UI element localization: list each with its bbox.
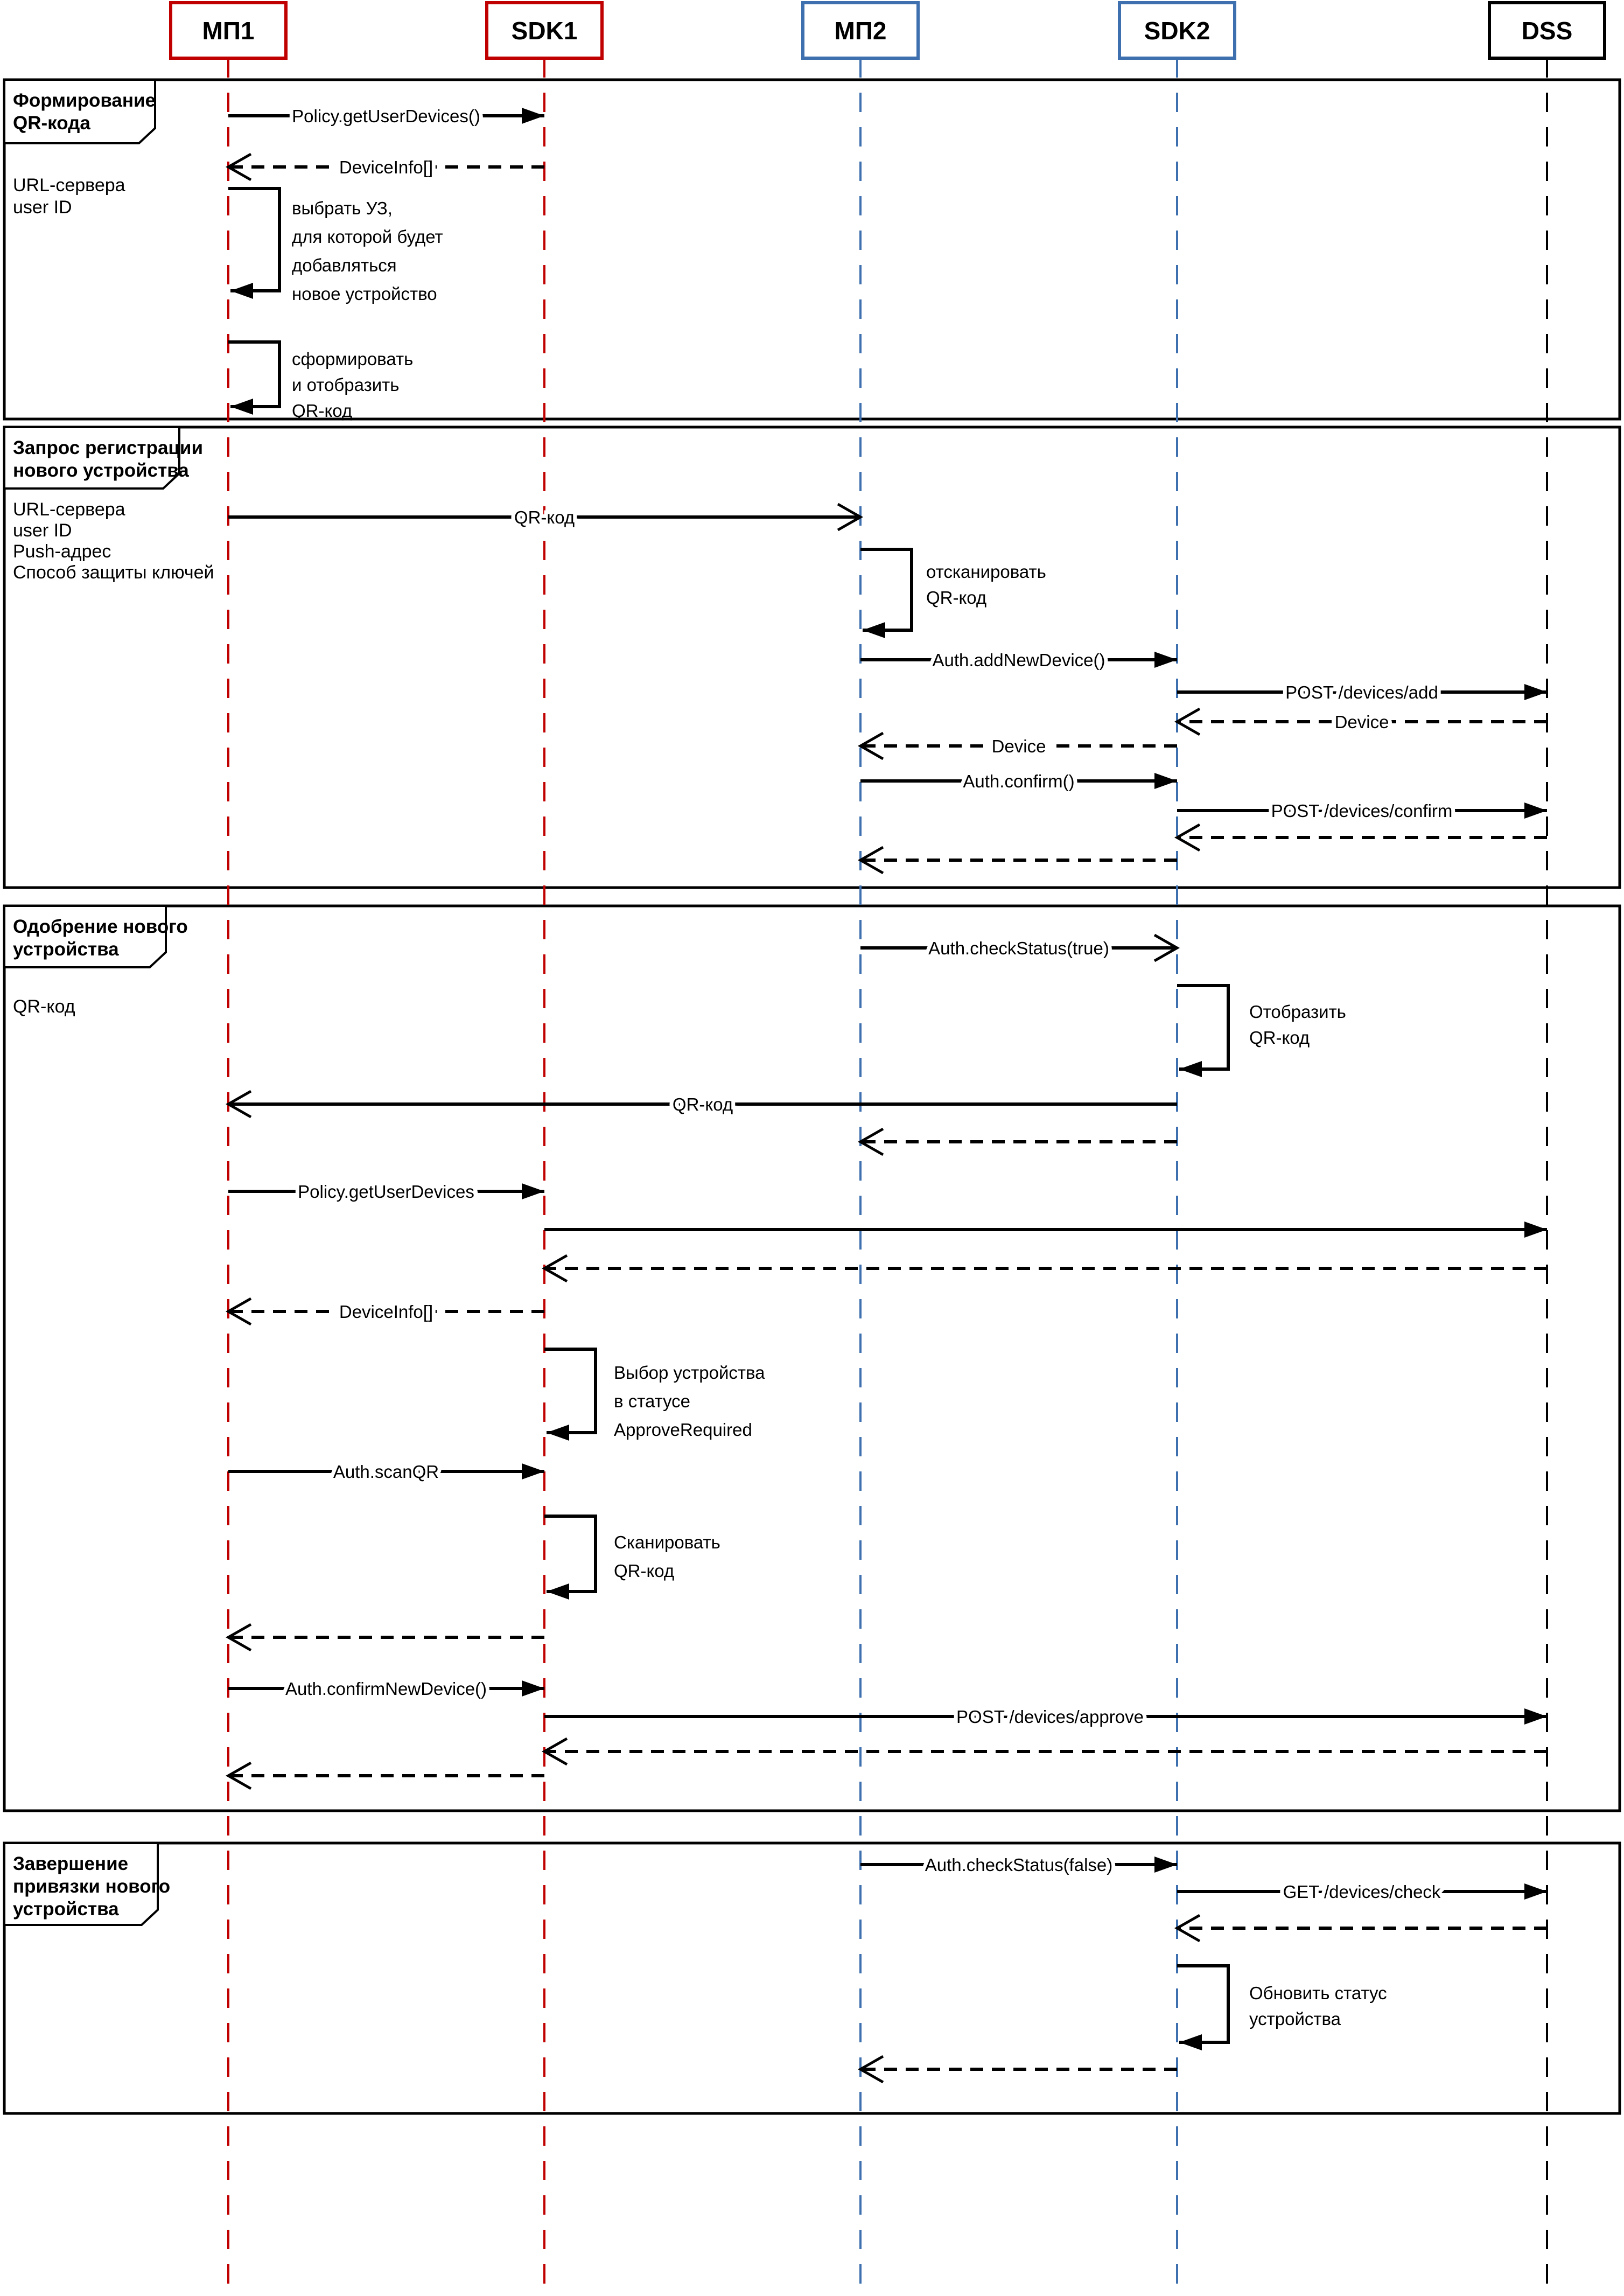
message-label: Auth.addNewDevice() xyxy=(932,650,1105,670)
self-message-label: QR-код xyxy=(614,1561,675,1581)
self-message-label: выбрать УЗ, xyxy=(292,198,393,218)
message-label: QR-код xyxy=(514,507,575,527)
frame-3-title-line1: Одобрение нового xyxy=(13,916,188,937)
frame-1-param-2: user ID xyxy=(13,197,72,218)
self-message-label: устройства xyxy=(1249,2009,1341,2029)
self-message-label: Обновить статус xyxy=(1249,1983,1387,2003)
self-message-label: и отобразить xyxy=(292,375,400,395)
frame-qr-generation xyxy=(4,80,1620,419)
message-label: POST /devices/approve xyxy=(956,1707,1144,1727)
frame-1-param-1: URL-сервера xyxy=(13,175,125,196)
frame-2-title-line1: Запрос регистрации xyxy=(13,437,203,458)
self-message-label: Выбор устройства xyxy=(614,1363,765,1383)
message-label: Auth.checkStatus(false) xyxy=(925,1855,1113,1875)
message-label: QR-код xyxy=(672,1094,733,1114)
message-label: Auth.scanQR xyxy=(333,1462,439,1482)
self-message-label: в статусе xyxy=(614,1391,691,1411)
frame-2-param-4: Способ защиты ключей xyxy=(13,562,214,583)
actor-label-mp2: МП2 xyxy=(834,17,887,45)
arrow-self-scan-qr-sdk1 xyxy=(544,1516,596,1592)
message-label: Device xyxy=(1334,712,1389,732)
message-label: Auth.checkStatus(true) xyxy=(928,938,1109,958)
message-label: DeviceInfo[] xyxy=(339,1302,433,1322)
self-message-label: новое устройство xyxy=(292,284,437,304)
frame-2-param-3: Push-адрес xyxy=(13,541,111,562)
self-message-label: QR-код xyxy=(1249,1028,1310,1048)
frame-4-title-line3: устройства xyxy=(13,1899,119,1920)
frame-3-title-line2: устройства xyxy=(13,939,119,960)
frame-2-title-line2: нового устройства xyxy=(13,460,189,481)
frame-1-title-line2: QR-кода xyxy=(13,113,90,134)
message-label: POST /devices/add xyxy=(1285,682,1438,702)
actor-label-mp1: МП1 xyxy=(202,17,255,45)
message-label: Device xyxy=(991,736,1046,756)
self-message-label: ApproveRequired xyxy=(614,1420,752,1440)
message-label: DeviceInfo[] xyxy=(339,157,433,177)
arrow-self-select-device xyxy=(544,1349,596,1433)
self-message-label: Сканировать xyxy=(614,1532,720,1552)
frame-2-param-2: user ID xyxy=(13,520,72,541)
self-message-label: сформировать xyxy=(292,349,414,369)
frame-2-param-1: URL-сервера xyxy=(13,499,125,520)
message-label: Auth.confirmNewDevice() xyxy=(285,1679,487,1699)
frame-device-approval xyxy=(4,906,1620,1811)
self-message-label: QR-код xyxy=(926,588,987,608)
self-message-label: добавляться xyxy=(292,255,397,275)
arrow-self-scan-qr xyxy=(860,549,912,630)
message-label: Policy.getUserDevices xyxy=(298,1182,474,1202)
self-message-label: для которой будет xyxy=(292,227,443,247)
frame-1-label-tag xyxy=(4,80,155,143)
self-message-label: отсканировать xyxy=(926,562,1046,582)
frame-4-title-line2: привязки нового xyxy=(13,1876,171,1897)
arrow-self-update-status xyxy=(1177,1966,1228,2042)
frame-3-param-1: QR-код xyxy=(13,996,75,1017)
frame-1-title-line1: Формирование xyxy=(13,90,156,111)
actor-label-sdk1: SDK1 xyxy=(511,17,578,45)
message-label: POST /devices/confirm xyxy=(1271,801,1453,821)
message-label: Auth.confirm() xyxy=(963,771,1075,791)
self-message-label: Отобразить xyxy=(1249,1002,1346,1022)
message-label: GET /devices/check xyxy=(1283,1882,1441,1902)
actor-label-dss: DSS xyxy=(1521,17,1573,45)
message-label: Policy.getUserDevices() xyxy=(292,106,480,126)
actor-label-sdk2: SDK2 xyxy=(1144,17,1210,45)
frame-4-title-line1: Завершение xyxy=(13,1853,129,1874)
self-message-label: QR-код xyxy=(292,401,353,421)
arrow-self-generate-qr xyxy=(228,342,279,407)
arrow-self-select-account xyxy=(228,189,279,291)
arrow-self-display-qr xyxy=(1177,986,1228,1069)
